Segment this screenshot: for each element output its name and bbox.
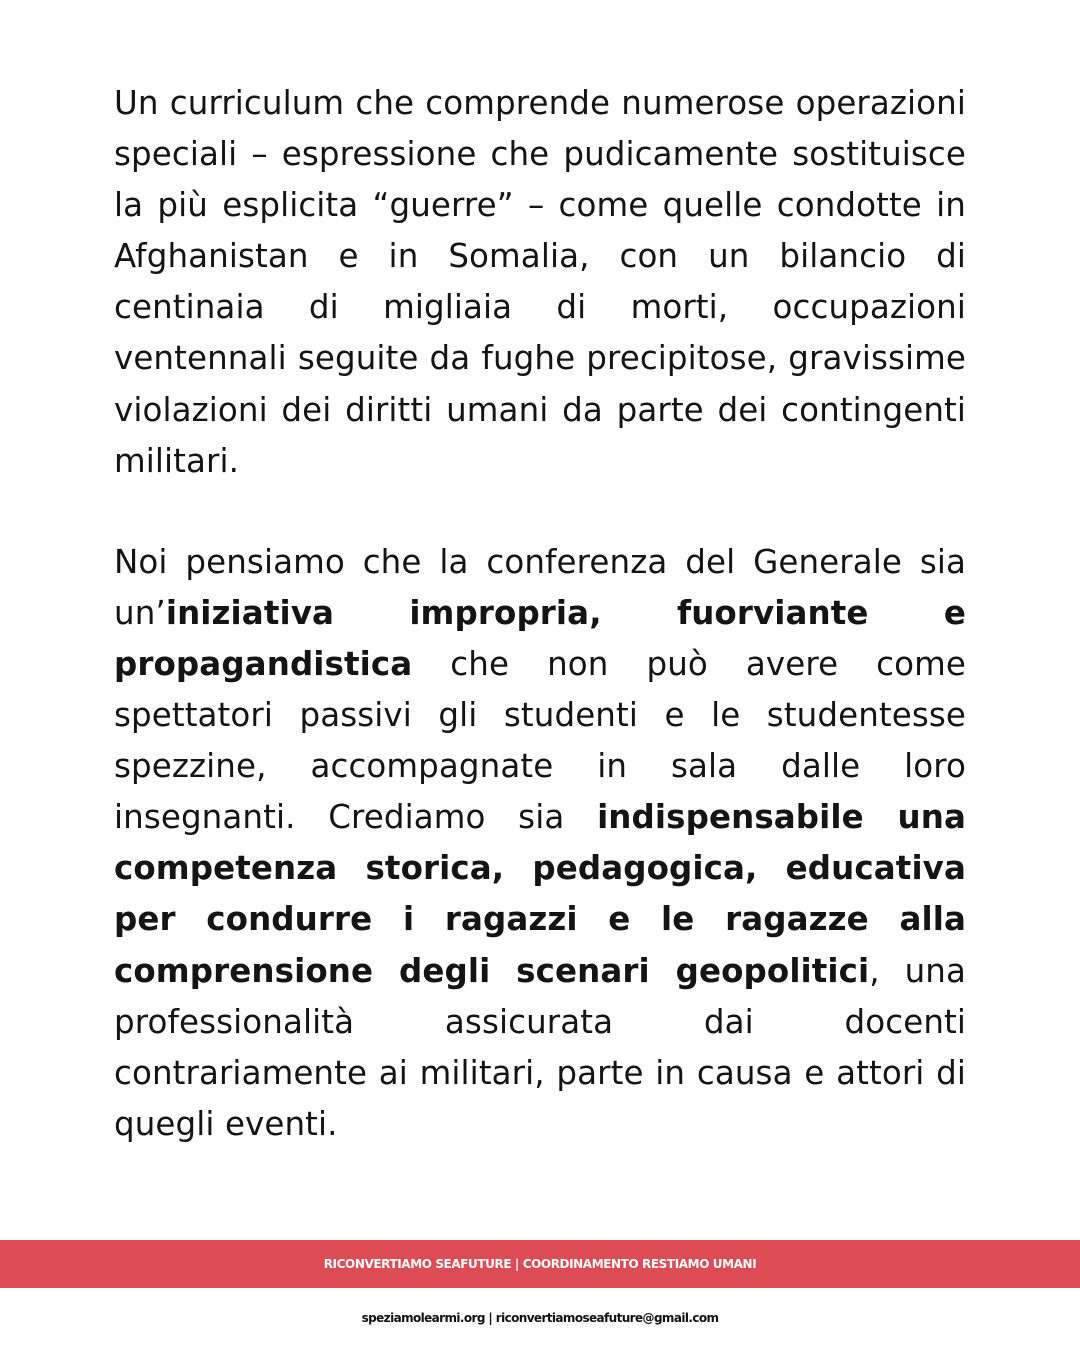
paragraph-2-text-a: Noi pensiamo che la conferenza del Generale sia un’ — [114, 542, 966, 632]
article-body — [114, 78, 966, 1150]
paragraph-conference — [114, 537, 966, 1150]
organizers-banner: RICONVERTIAMO SEAFUTURE | COORDINAMENTO RESTIAMO UMANI — [0, 1240, 1080, 1288]
contact-footer: speziamolearmi.org | riconvertiamoseafuture@gmail.com — [361, 1311, 719, 1325]
paragraph-2-text-c: , una professionalità assicurata dai docenti contrariamente ai militari, parte in causa e attori di quegli eventi. — [114, 951, 966, 1143]
paragraph-2-emphasis-b: indispensabile una competenza storica, pedagogica, educativa per condurre i ragazzi e le ragazze alla comprensione degli scenari geopolitici — [114, 798, 966, 990]
paragraph-2-emphasis-a: iniziativa impropria, fuorviante e propagandistica — [114, 593, 966, 683]
paragraph-1-text: Un curriculum che comprende numerose operazioni speciali – espressione che pudicamente sostituisce la più esplicita “guerre” – come quelle condotte in Afghanistan e in Somalia, con un bilancio di centinaia di migliaia di morti, occupazioni ventennali seguite da fughe precipitose, gravissime violazioni dei diritti umani da parte dei contingenti militari. — [114, 84, 966, 480]
paragraph-2-text-b: che non può avere come spettatori passivi gli studenti e le studentesse spezzine, accompagnate in sala dalle loro insegnanti. Crediamo sia — [114, 644, 966, 837]
paragraph-curriculum — [114, 78, 966, 487]
